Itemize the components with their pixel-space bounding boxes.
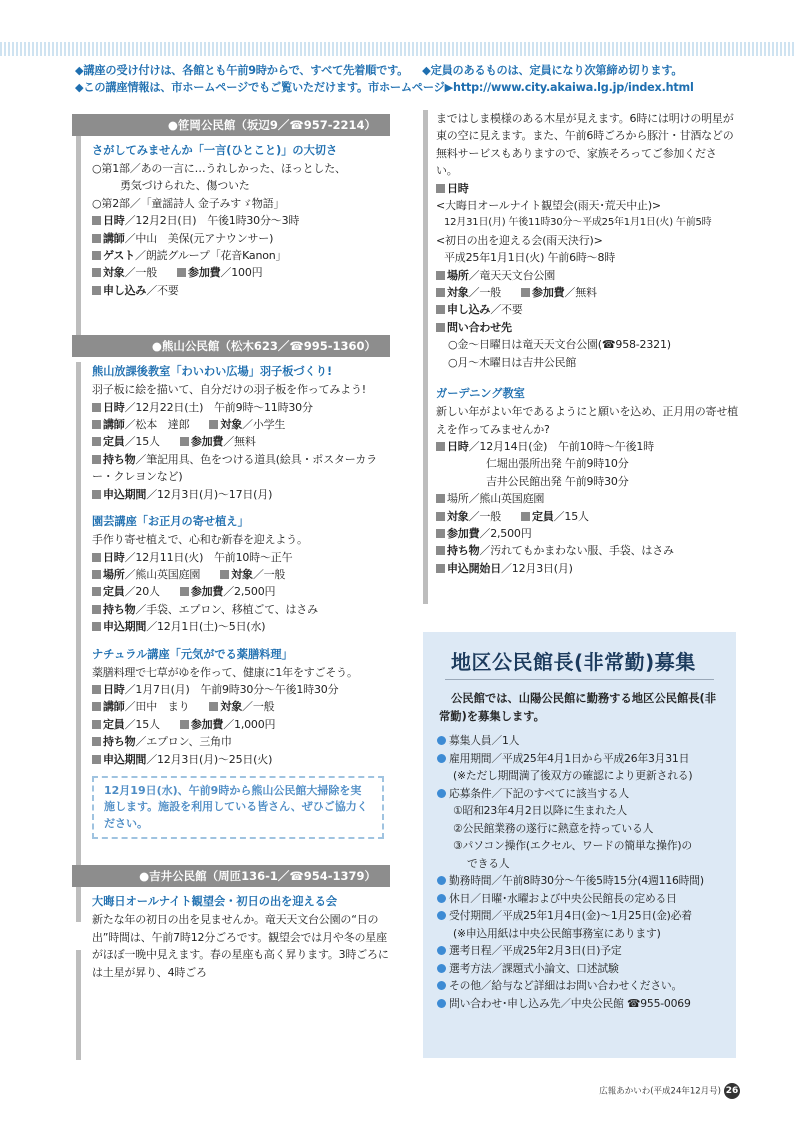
square-bullet-icon [92, 234, 101, 243]
notice-line-2: ◆この講座情報は、市ホームページでもご覧いただけます。市ホームページ▶http://www.city.akaiwa.lg.jp/index.html [75, 81, 694, 94]
bullet-dot-icon [437, 754, 446, 763]
square-bullet-icon [92, 403, 101, 412]
square-bullet-icon [92, 702, 101, 711]
recruit-contact: 問い合わせ･申し込み先／中央公民館 ☎955-0069 [437, 995, 736, 1013]
sasaoka-part2: ○第2部／「童謡詩人 金子みすゞ物語」 [92, 196, 285, 210]
yoshii-event2-time: 平成25年1月1日(火) 午前6時～8時 [444, 251, 616, 265]
garden-departure1: 仁堀出張所出発 午前9時10分 [486, 457, 629, 471]
recruit-condition-3: ③パソコン操作(エクセル、ワードの簡単な操作)の [453, 839, 692, 852]
garden-target-capacity: 対象／一般 定員／15人 [436, 508, 738, 525]
square-bullet-icon [92, 553, 101, 562]
sasaoka-title: さがしてみませんか「一言(ひとこと)」の大切さ [92, 144, 338, 157]
garden-desc: 新しい年がよい年であるようにと願いを込め、正月用の寄せ植えを作ってみませんか? [436, 405, 738, 436]
sasaoka-guest: ゲスト／朗読グループ「花音Kanon」 [92, 247, 390, 264]
page-number: 26 [724, 1083, 740, 1099]
kumayama-header: ●熊山公民館（松木623／☎995-1360） [72, 335, 390, 357]
square-bullet-icon [521, 288, 530, 297]
bullet-dot-icon [437, 911, 446, 920]
square-bullet-icon [92, 437, 101, 446]
bullet-dot-icon [437, 999, 446, 1008]
square-bullet-icon [92, 685, 101, 694]
square-bullet-icon [92, 755, 101, 764]
yoshii-title: 大晦日オールナイト観望会・初日の出を迎える会 [92, 895, 338, 909]
bullet-dot-icon [437, 736, 446, 745]
garden-place: 場所／熊山英国庭園 [436, 490, 738, 507]
yoshii-contact1: ○金～日曜日は竜天天文台公園(☎958-2321) [448, 338, 671, 352]
sasaoka-lecturer: 講師／中山 美保(元アナウンサー) [92, 230, 390, 247]
recruit-title: 地区公民館長(非常勤)募集 [451, 650, 696, 674]
kumayama-e2-place-target: 場所／熊山英国庭園 対象／一般 [92, 566, 390, 583]
kumayama-e3-date: 日時／1月7日(月) 午前9時30分～午後1時30分 [92, 681, 390, 698]
garden-departure2: 吉井公民館出発 午前9時30分 [486, 474, 629, 488]
header-stripe [0, 42, 794, 56]
square-bullet-icon [436, 564, 445, 573]
kumayama-e1-desc: 羽子板に絵を描いて、自分だけの羽子板を作ってみよう! [92, 383, 366, 397]
square-bullet-icon [436, 529, 445, 538]
square-bullet-icon [92, 216, 101, 225]
yoshii-target-fee: 対象／一般 参加費／無料 [436, 284, 738, 301]
kumayama-e3-bring: 持ち物／エプロン、三角巾 [92, 733, 390, 750]
kumayama-e3-capacity-fee: 定員／15人 参加費／1,000円 [92, 716, 390, 733]
recruit-method: 選考方法／課題式小論文、口述試験 [437, 960, 736, 978]
garden-fee: 参加費／2,500円 [436, 525, 738, 542]
recruitment-box [423, 632, 736, 1058]
square-bullet-icon [436, 442, 445, 451]
bullet-dot-icon [437, 964, 446, 973]
notice-line-1 [75, 62, 682, 78]
square-bullet-icon [180, 587, 189, 596]
recruit-period: 雇用期間／平成25年4月1日から平成26年3月31日 [437, 750, 736, 768]
yoshii-event1: <大晦日オールナイト観望会(雨天･荒天中止)> [436, 199, 661, 213]
sasaoka-date: 日時／12月2日(日) 午後1時30分～3時 [92, 212, 390, 229]
recruit-accept: 受付期間／平成25年1月4日(金)～1月25日(金)必着 [437, 907, 736, 925]
square-bullet-icon [436, 271, 445, 280]
sasaoka-header: ●笹岡公民館（坂辺9／☎957-2214） [72, 114, 390, 136]
square-bullet-icon [436, 494, 445, 503]
kumayama-e3-period: 申込期間／12月3日(月)～25日(火) [92, 751, 390, 768]
left-column [78, 114, 390, 981]
notice-reception: ◆講座の受け付けは、各館とも午前9時からで、すべて先着順です。 [75, 64, 409, 77]
yoshii-desc-left: 新たな年の初日の出を見ませんか。竜天天文台公園の“日の出”時間は、午前7時12分ごろです。観望会では月や冬の星座がほぼ一晩中見えます。春の星座も高く昇ります。3時ごろには土星が昇り、4時ごろ [92, 913, 389, 979]
square-bullet-icon [92, 268, 101, 277]
kumayama-e1-period: 申込期間／12月3日(月)～17日(月) [92, 486, 390, 503]
recruit-condition-3-cont: できる人 [467, 856, 510, 870]
bullet-dot-icon [437, 946, 446, 955]
square-bullet-icon [92, 455, 101, 464]
square-bullet-icon [521, 512, 530, 521]
recruit-condition-1: ①昭和23年4月2日以降に生まれた人 [453, 804, 627, 817]
recruit-schedule: 選考日程／平成25年2月3日(日)予定 [437, 942, 736, 960]
recruit-number: 募集人員／1人 [437, 732, 736, 750]
garden-title: ガーデニング教室 [436, 387, 525, 401]
kumayama-e2-title: 園芸講座「お正月の寄せ植え」 [92, 515, 249, 529]
sasaoka-part1-cont: 勇気づけられた、傷ついた [120, 179, 250, 193]
recruit-hours: 勤務時間／午前8時30分～午後5時15分(4週116時間) [437, 872, 736, 890]
square-bullet-icon [180, 437, 189, 446]
square-bullet-icon [436, 184, 445, 193]
kumayama-e2-bring: 持ち物／手袋、エプロン、移植ごて、はさみ [92, 601, 390, 618]
sasaoka-part1: ○第1部／あの一言に…うれしかった、ほっとした、 [92, 162, 346, 175]
square-bullet-icon [92, 737, 101, 746]
column-rule [423, 110, 428, 604]
sasaoka-apply: 申し込み／不要 [92, 282, 390, 299]
recruit-other: その他／給与など詳細はお問い合わせください。 [437, 977, 736, 995]
square-bullet-icon [436, 288, 445, 297]
recruit-period-note: (※ただし期間満了後双方の確認により更新される) [453, 769, 693, 782]
yoshii-apply: 申し込み／不要 [436, 301, 738, 318]
notice-capacity: ◆定員のあるものは、定員になり次第締め切ります。 [422, 64, 683, 77]
yoshii-event2: <初日の出を迎える会(雨天決行)> [436, 233, 603, 247]
yoshii-desc-right: まではしま模様のある木星が見えます。6時には明けの明星が東の空に見えます。また、午前6時ごろから豚汁・甘酒などの無料サービスもありますので、家族そろってご参加ください。 [436, 112, 734, 178]
kumayama-e2-period: 申込期間／12月1日(土)～5日(水) [92, 618, 390, 635]
recruit-condition-2: ②公民館業務の遂行に熱意を持っている人 [453, 821, 654, 835]
kumayama-e3-lecturer: 講師／田中 まり 対象／一般 [92, 698, 390, 715]
square-bullet-icon [209, 702, 218, 711]
bullet-dot-icon [437, 789, 446, 798]
square-bullet-icon [180, 720, 189, 729]
right-column [436, 110, 738, 577]
kumayama-e1-lecturer: 講師／松本 達郎 対象／小学生 [92, 416, 390, 433]
square-bullet-icon [436, 512, 445, 521]
recruit-holiday: 休日／日曜･水曜および中央公民館長の定める日 [437, 890, 736, 908]
garden-start: 申込開始日／12月3日(月) [436, 560, 738, 577]
square-bullet-icon [92, 622, 101, 631]
recruit-accept-note: (※申込用紙は中央公民館事務室にあります) [453, 926, 661, 940]
square-bullet-icon [220, 570, 229, 579]
square-bullet-icon [92, 570, 101, 579]
square-bullet-icon [92, 251, 101, 260]
publication-name: 広報あかいわ(平成24年12月号) [599, 1086, 721, 1097]
square-bullet-icon [92, 286, 101, 295]
kumayama-e2-date: 日時／12月11日(火) 午前10時～正午 [92, 549, 390, 566]
kumayama-e2-desc: 手作り寄せ植えで、心和む新春を迎えよう。 [92, 533, 308, 547]
yoshii-header: ●吉井公民館（周匝136-1／☎954-1379） [72, 865, 390, 887]
garden-date: 日時／12月14日(金) 午前10時～午後1時 [436, 438, 738, 455]
kumayama-e2-capacity-fee: 定員／20人 参加費／2,500円 [92, 583, 390, 600]
bullet-dot-icon [437, 876, 446, 885]
kumayama-e1-title: 熊山放課後教室「わいわい広場」羽子板づくり! [92, 365, 333, 379]
recruit-conditions: 応募条件／下記のすべてに該当する人 [437, 785, 736, 803]
square-bullet-icon [436, 323, 445, 332]
sasaoka-target-fee: 対象／一般 参加費／100円 [92, 264, 390, 281]
kumayama-e3-desc: 薬膳料理で七草がゆを作って、健康に1年をすごそう。 [92, 665, 358, 679]
square-bullet-icon [436, 546, 445, 555]
square-bullet-icon [92, 420, 101, 429]
yoshii-event1-time: 12月31日(月) 午後11時30分～平成25年1月1日(火) 午前5時 [444, 217, 712, 229]
kumayama-e3-title: ナチュラル講座「元気がでる薬膳料理」 [92, 647, 293, 661]
recruit-intro: 公民館では、山陽公民館に勤務する地区公民館長(非常勤)を募集します。 [439, 692, 716, 723]
garden-bring: 持ち物／汚れてもかまわない服、手袋、はさみ [436, 542, 738, 559]
square-bullet-icon [92, 605, 101, 614]
page-footer [599, 1083, 740, 1099]
square-bullet-icon [92, 720, 101, 729]
square-bullet-icon [177, 268, 186, 277]
title-underline [445, 679, 714, 680]
kumayama-e1-bring: 持ち物／筆記用具、色をつける道具(絵具・ポスターカラー・クレヨンなど) [92, 452, 377, 484]
yoshii-date-label: 日時 [436, 180, 738, 197]
kumayama-e1-capacity-fee: 定員／15人 参加費／無料 [92, 433, 390, 450]
square-bullet-icon [436, 305, 445, 314]
square-bullet-icon [92, 490, 101, 499]
bullet-dot-icon [437, 894, 446, 903]
square-bullet-icon [209, 420, 218, 429]
yoshii-contact-label: 問い合わせ先 [436, 319, 738, 336]
bullet-dot-icon [437, 981, 446, 990]
cleaning-notice-box: 12月19日(水)、午前9時から熊山公民館大掃除を実施します。施設を利用している皆さん、ぜひご協力ください。 [92, 776, 384, 840]
kumayama-e1-date: 日時／12月22日(土) 午前9時～11時30分 [92, 399, 390, 416]
yoshii-contact2: ○月～木曜日は吉井公民館 [448, 355, 577, 369]
yoshii-place: 場所／竜天天文台公園 [436, 267, 738, 284]
square-bullet-icon [92, 587, 101, 596]
